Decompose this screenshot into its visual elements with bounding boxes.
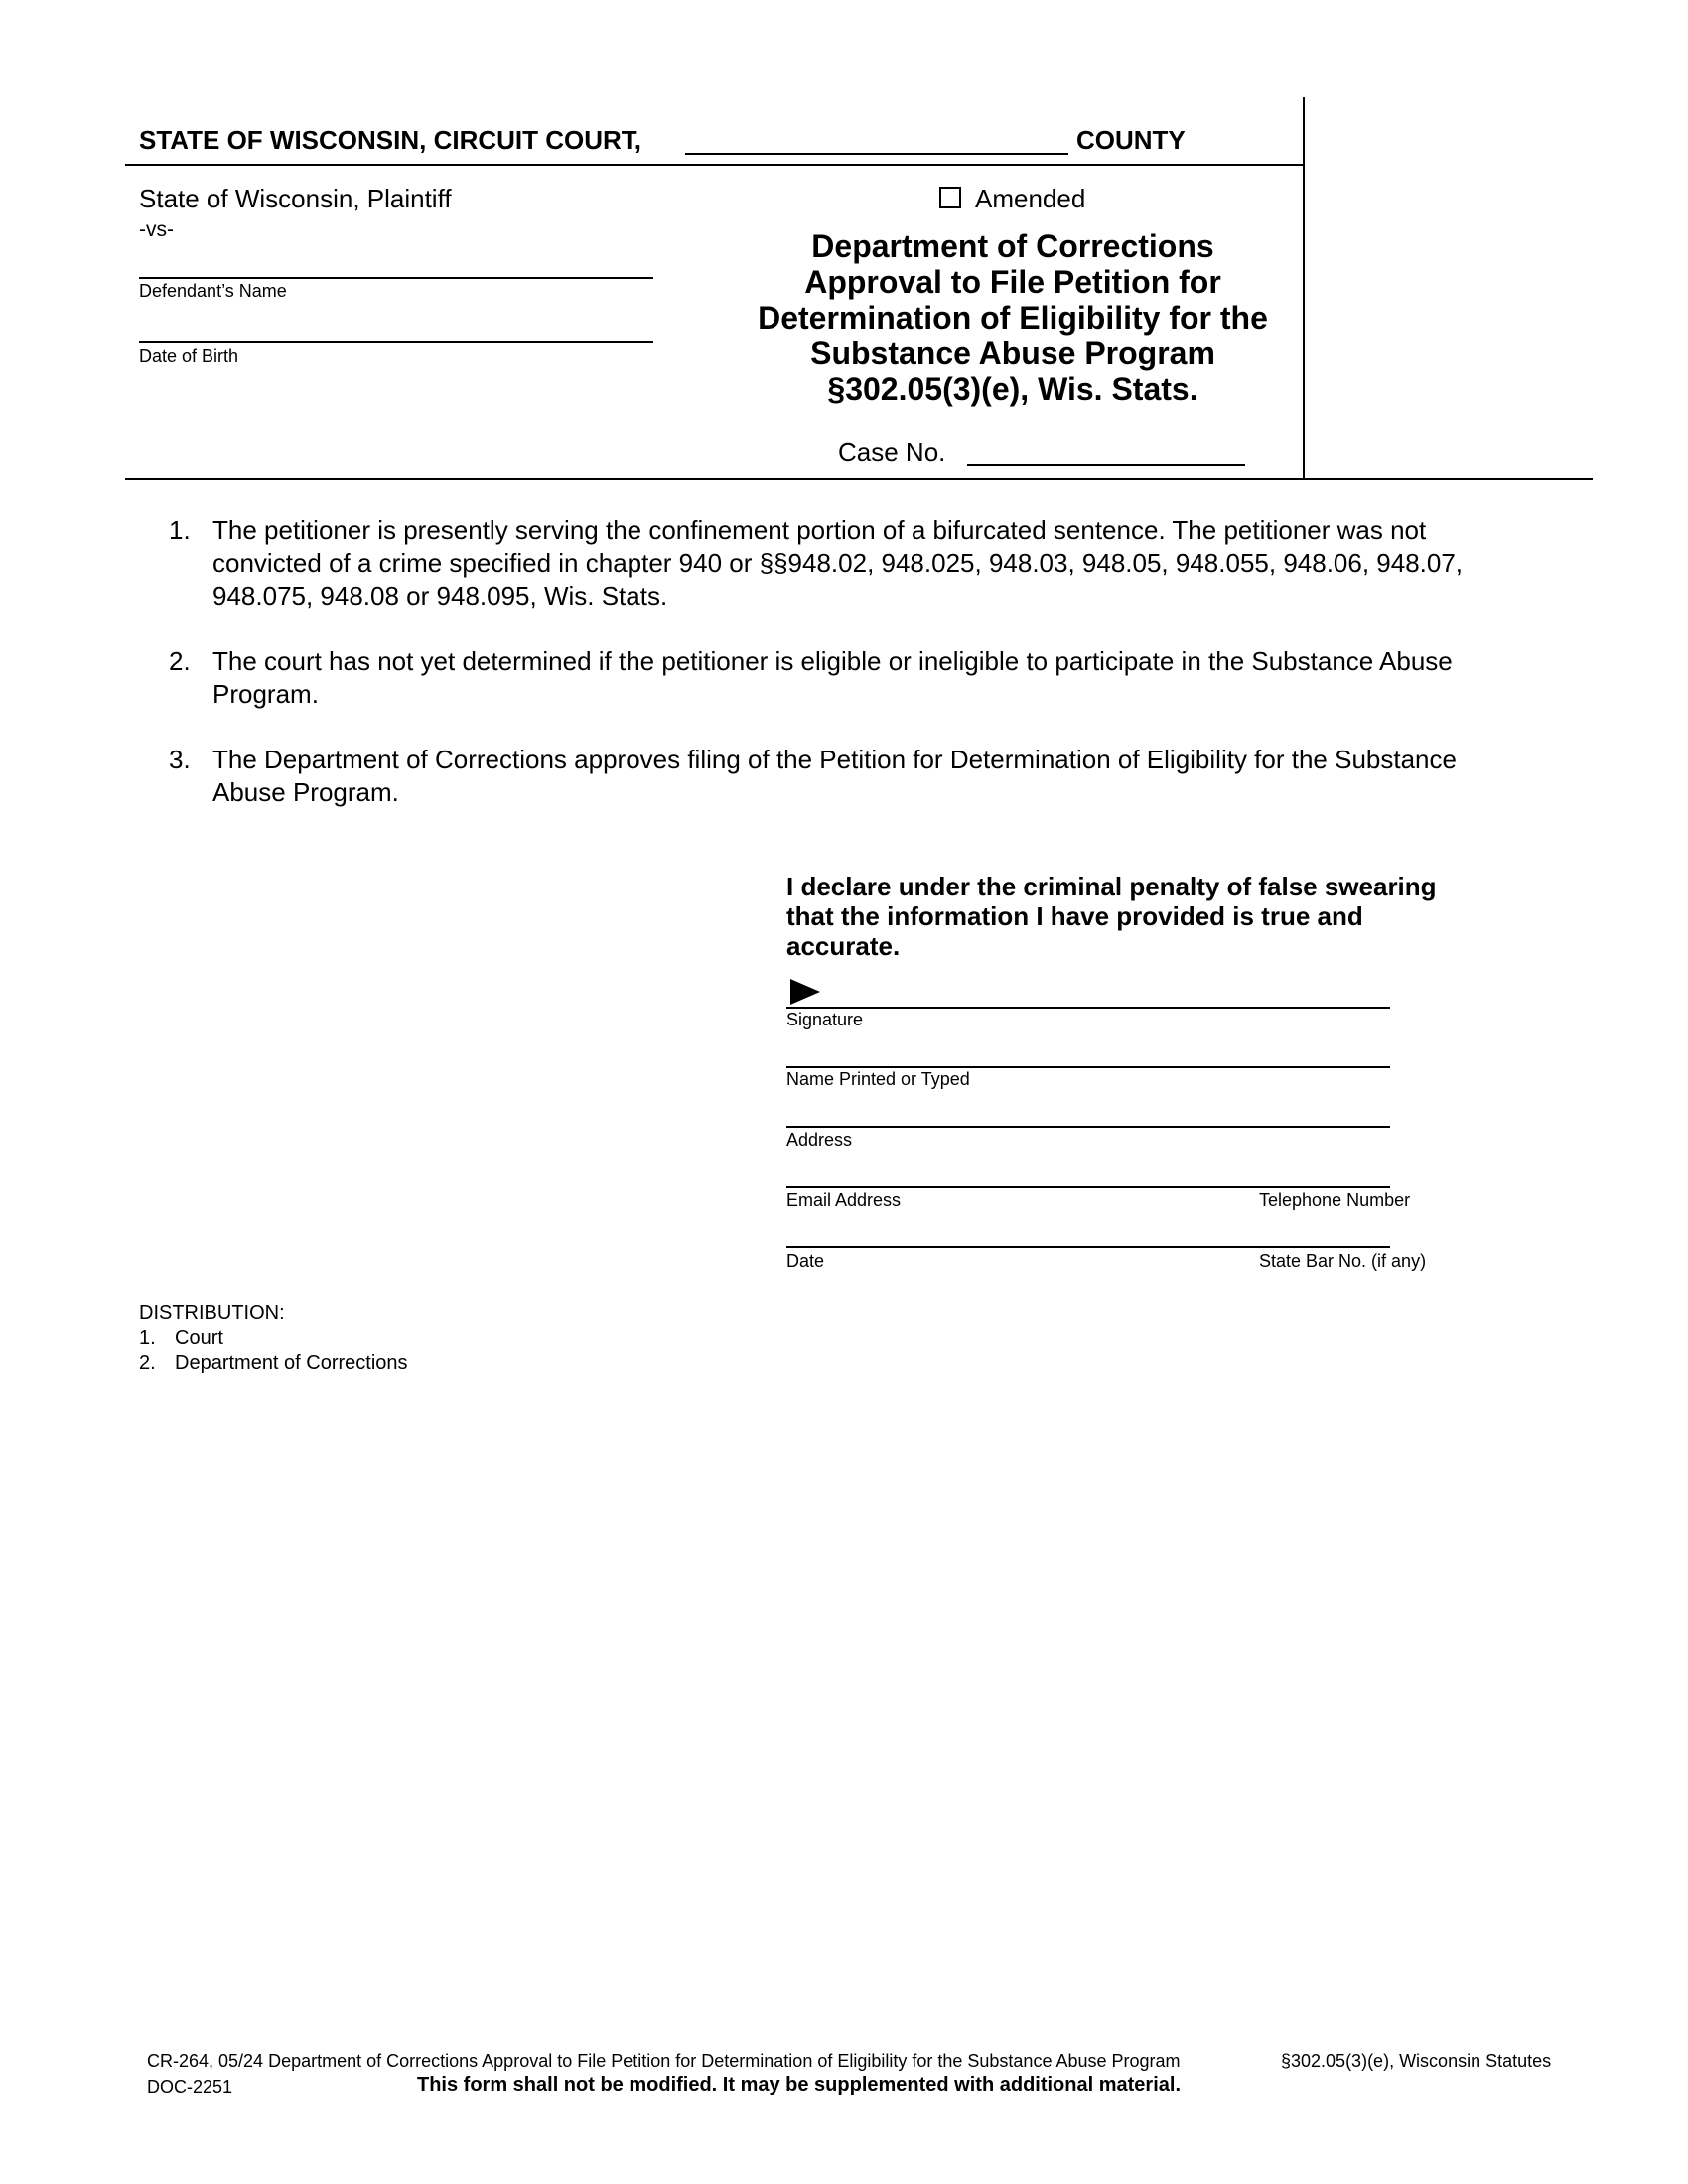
amended-label: Amended: [975, 184, 1086, 213]
statement-line: Abuse Program.: [212, 777, 399, 807]
date-of-birth-label: Date of Birth: [139, 346, 239, 366]
email-field[interactable]: [786, 1186, 1390, 1188]
signature-field[interactable]: [786, 1007, 1390, 1009]
statement-text: [212, 514, 1559, 613]
signature-arrow-icon: [790, 979, 820, 1005]
county-field[interactable]: [685, 153, 1068, 155]
footer-notice: This form shall not be modified. It may be supplemented with additional material.: [417, 2074, 1181, 2096]
vs-label: -vs-: [139, 218, 174, 241]
distribution-item: [139, 1327, 223, 1350]
distribution-label: Court: [175, 1327, 223, 1349]
statement-line: Program.: [212, 679, 319, 709]
distribution-number: 2.: [139, 1352, 156, 1374]
statement-number: 1.: [169, 515, 191, 545]
form-title-line: Approval to File Petition for: [804, 264, 1221, 300]
case-number-field[interactable]: [967, 464, 1245, 466]
statement-item-1: [169, 514, 1559, 613]
declaration-line: accurate.: [786, 931, 901, 961]
defendant-name-field[interactable]: [139, 277, 653, 279]
header-right-vertical-rule: [1303, 97, 1305, 480]
header-divider: [125, 164, 1305, 166]
statement-item-3: [169, 744, 1559, 809]
court-title: STATE OF WISCONSIN, CIRCUIT COURT,: [139, 125, 642, 155]
defendant-name-label: Defendant’s Name: [139, 281, 287, 301]
statement-line: 948.075, 948.08 or 948.095, Wis. Stats.: [212, 581, 668, 611]
statement-number: 3.: [169, 745, 191, 774]
date-field[interactable]: [786, 1246, 1390, 1248]
name-printed-field[interactable]: [786, 1066, 1390, 1068]
statement-line: The court has not yet determined if the petitioner is eligible or ineligible to participate in the Substance Abuse: [212, 646, 1453, 676]
footer-form-info: CR-264, 05/24 Department of Corrections Approval to File Petition for Determination of Eligibility for the Substance Abuse Program: [147, 2051, 1181, 2071]
statement-line: The Department of Corrections approves filing of the Petition for Determination of Eligibility for the Substance: [212, 745, 1457, 774]
statement-number: 2.: [169, 646, 191, 676]
statement-text: [212, 744, 1559, 809]
declaration-line: I declare under the criminal penalty of false swearing: [786, 872, 1437, 901]
distribution-item: [139, 1352, 408, 1375]
distribution-number: 1.: [139, 1327, 156, 1349]
statement-text: [212, 645, 1559, 711]
form-title-line: Department of Corrections: [811, 228, 1214, 264]
declaration-statement: [786, 872, 1541, 961]
address-label: Address: [786, 1130, 853, 1150]
email-label: Email Address: [786, 1190, 902, 1210]
caption-bottom-rule: [125, 478, 1593, 480]
form-title-line: Determination of Eligibility for the: [758, 300, 1268, 336]
case-number-label: Case No.: [838, 437, 946, 467]
footer-doc-number: DOC-2251: [147, 2077, 233, 2097]
form-title-line: Substance Abuse Program: [810, 336, 1215, 371]
statement-item-2: [169, 645, 1559, 711]
signature-label: Signature: [786, 1010, 864, 1029]
name-printed-label: Name Printed or Typed: [786, 1069, 970, 1089]
statement-line: The petitioner is presently serving the confinement portion of a bifurcated sentence. The petitioner was not: [212, 515, 1427, 545]
declaration-line: that the information I have provided is true and: [786, 901, 1363, 931]
state-bar-label: State Bar No. (if any): [1259, 1251, 1427, 1271]
amended-checkbox[interactable]: [939, 187, 961, 208]
footer-statute: §302.05(3)(e), Wisconsin Statutes: [1281, 2051, 1552, 2071]
distribution-heading: DISTRIBUTION:: [139, 1302, 285, 1324]
form-title: [735, 228, 1291, 407]
address-field[interactable]: [786, 1126, 1390, 1128]
county-label: COUNTY: [1076, 125, 1186, 155]
distribution-label: Department of Corrections: [175, 1352, 408, 1374]
form-title-line: §302.05(3)(e), Wis. Stats.: [827, 371, 1198, 407]
date-label: Date: [786, 1251, 825, 1271]
telephone-label: Telephone Number: [1259, 1190, 1411, 1210]
statement-line: convicted of a crime specified in chapter 940 or §§948.02, 948.025, 948.03, 948.05, 948.055, 948.06, 948.07,: [212, 548, 1464, 578]
plaintiff-label: State of Wisconsin, Plaintiff: [139, 184, 452, 213]
date-of-birth-field[interactable]: [139, 341, 653, 343]
